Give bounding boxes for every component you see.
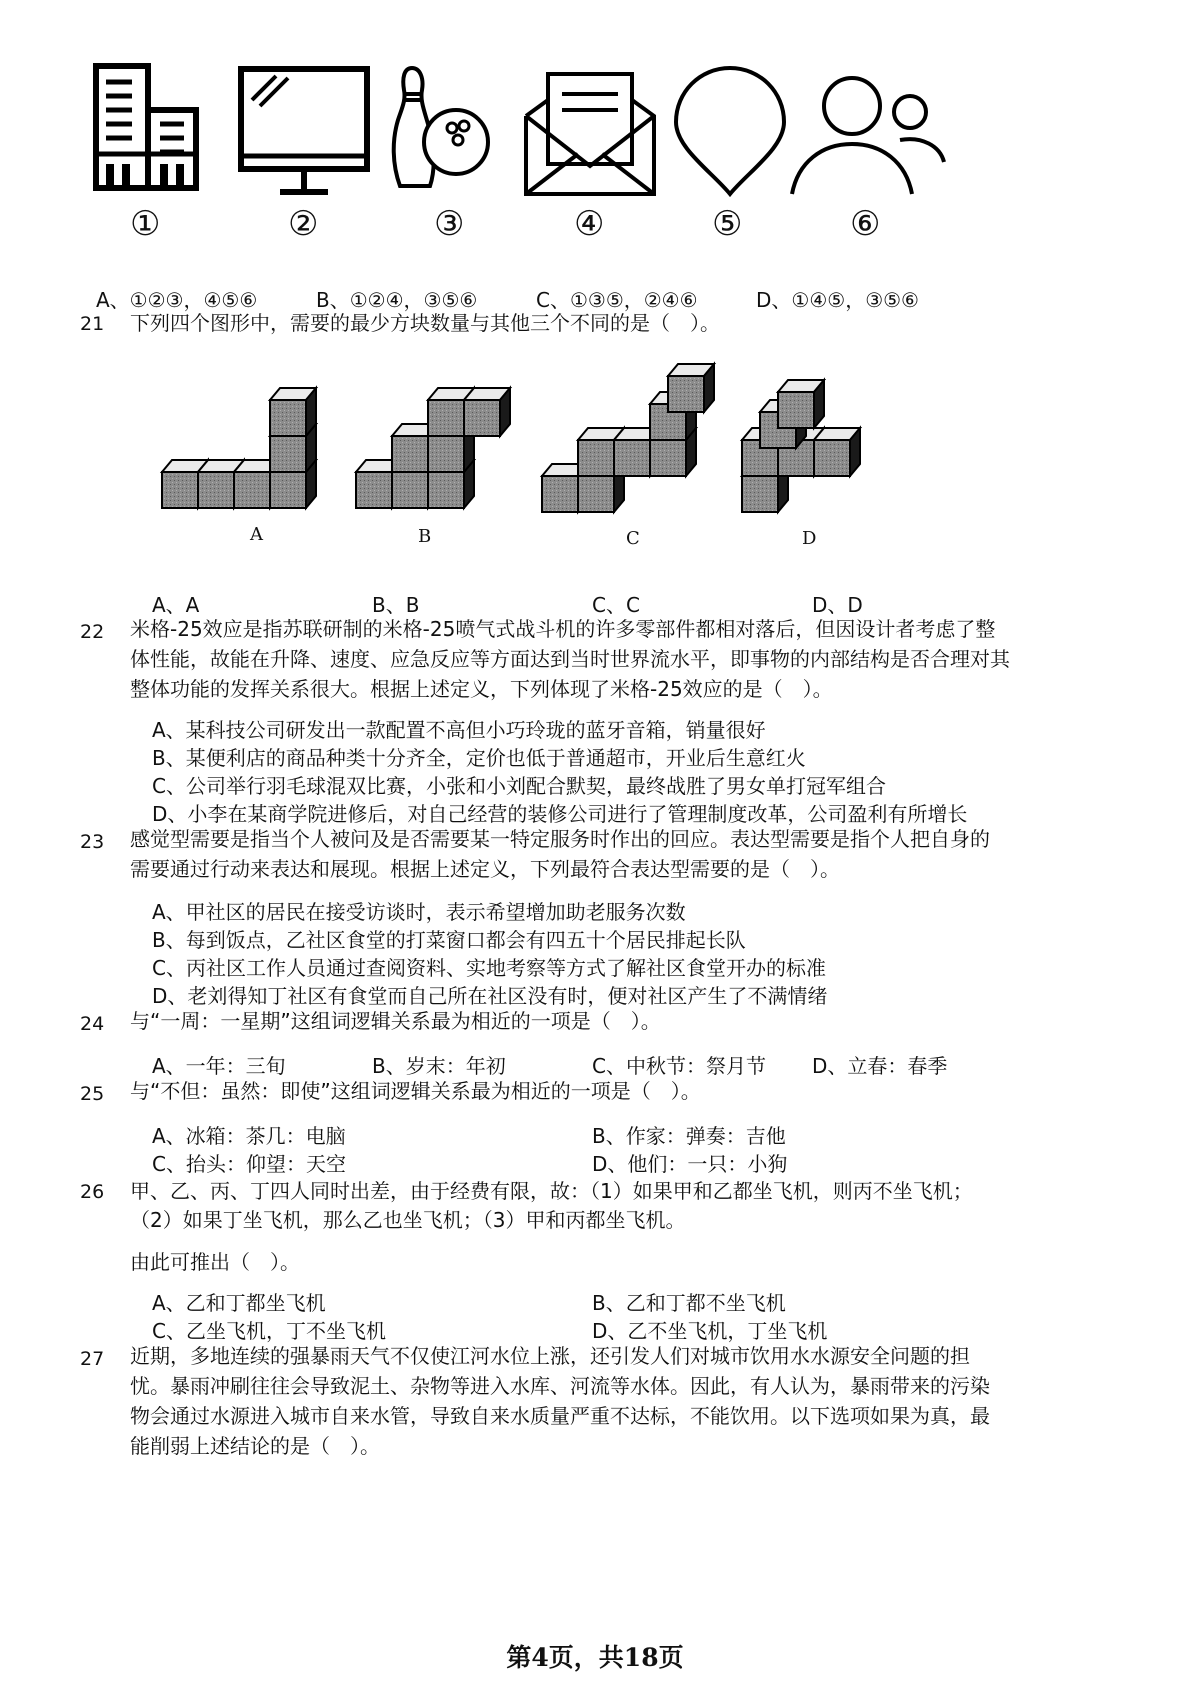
figure-label-4: ④: [574, 204, 605, 244]
monitor-icon: [238, 66, 370, 198]
option-c[interactable]: C、抬头：仰望：天空: [152, 1152, 346, 1176]
option-b[interactable]: B、①②④，③⑤⑥: [316, 288, 478, 312]
option-c[interactable]: C、中秋节：祭月节: [592, 1054, 766, 1078]
option-a[interactable]: A、甲社区的居民在接受访谈时，表示希望增加助老服务次数: [152, 900, 686, 924]
option-b[interactable]: B、每到饭点，乙社区食堂的打菜窗口都会有四五十个居民排起长队: [152, 928, 746, 952]
figure-label-5: ⑤: [712, 204, 743, 244]
question-stem: 感觉型需要是指当个人被问及是否需要某一特定服务时作出的回应。表达型需要是指个人把自身的需要通过行动来表达和展现。根据上述定义，下列最符合表达型需要的是（ ）。: [130, 827, 990, 881]
option-d[interactable]: D、①④⑤，③⑤⑥: [756, 288, 919, 312]
option-c[interactable]: C、公司举行羽毛球混双比赛，小张和小刘配合默契，最终战胜了男女单打冠军组合: [152, 774, 886, 798]
map-pin-icon: [672, 64, 788, 198]
option-b[interactable]: B、某便利店的商品种类十分齐全，定价也低于普通超市，开业后生意红火: [152, 746, 806, 770]
figure-label-b: B: [418, 526, 432, 547]
option-d[interactable]: D、老刘得知丁社区有食堂而自己所在社区没有时，便对社区产生了不满情绪: [152, 984, 828, 1008]
figure-d: [742, 380, 860, 512]
option-b[interactable]: B、B: [372, 593, 420, 617]
question-number: 25: [80, 1083, 105, 1105]
question-number: 26: [80, 1181, 105, 1203]
question-stem: 与“不但：虽然：即使”这组词逻辑关系最为相近的一项是（ ）。: [130, 1079, 701, 1103]
question-number: 22: [80, 621, 105, 643]
question-number: 21: [80, 313, 105, 335]
option-d[interactable]: D、他们：一只：小狗: [592, 1152, 788, 1176]
envelope-icon: [522, 70, 658, 198]
figure-b: [356, 388, 510, 508]
users-icon: [788, 72, 948, 196]
option-d[interactable]: D、D: [812, 593, 863, 617]
option-d[interactable]: D、乙不坐飞机，丁坐飞机: [592, 1319, 828, 1343]
figure-label-d: D: [802, 528, 817, 549]
building-icon: [92, 62, 202, 192]
question-stem: 与“一周：一星期”这组词逻辑关系最为相近的一项是（ ）。: [130, 1009, 661, 1033]
question-number: 24: [80, 1013, 105, 1035]
page-footer: 第4页，共18页: [506, 1643, 684, 1672]
question-stem: 下列四个图形中，需要的最少方块数量与其他三个不同的是（ ）。: [130, 311, 720, 335]
option-d[interactable]: D、立春：春季: [812, 1054, 948, 1078]
figure-label-3: ③: [434, 204, 465, 244]
option-b[interactable]: B、作家：弹奏：吉他: [592, 1124, 786, 1148]
figure-label-c: C: [626, 528, 640, 549]
option-c[interactable]: C、丙社区工作人员通过查阅资料、实地考察等方式了解社区食堂开办的标准: [152, 956, 826, 980]
option-d[interactable]: D、小李在某商学院进修后，对自己经营的装修公司进行了管理制度改革，公司盈利有所增长: [152, 802, 968, 826]
option-c[interactable]: C、①③⑤，②④⑥: [536, 288, 698, 312]
figure-a: [162, 388, 316, 508]
option-b[interactable]: B、乙和丁都不坐飞机: [592, 1291, 786, 1315]
question-stem: 甲、乙、丙、丁四人同时出差，由于经费有限，故：（1）如果甲和乙都坐飞机，则丙不坐飞机；: [130, 1179, 973, 1203]
question-stem-cont: （2）如果丁坐飞机，那么乙也坐飞机；（3）甲和丙都坐飞机。: [130, 1208, 686, 1232]
option-c[interactable]: C、C: [592, 593, 640, 617]
question-prompt: 由此可推出（ ）。: [130, 1250, 300, 1274]
option-a[interactable]: A、某科技公司研发出一款配置不高但小巧玲珑的蓝牙音箱，销量很好: [152, 718, 766, 742]
option-a[interactable]: A、①②③，④⑤⑥: [96, 288, 258, 312]
option-a[interactable]: A、冰箱：茶几：电脑: [152, 1124, 346, 1148]
question-number: 23: [80, 831, 105, 853]
figure-label-a: A: [250, 524, 263, 545]
option-b[interactable]: B、岁末：年初: [372, 1054, 506, 1078]
figure-label-2: ②: [288, 204, 319, 244]
question-stem: 米格-25效应是指苏联研制的米格-25喷气式战斗机的许多零部件都相对落后，但因设计者考虑了整体性能，故能在升降、速度、应急反应等方面达到当时世界流水平，即事物的内部结构是否合理对其整体功能的发挥关系很大。根据上述定义，下列体现了米格-25效应的是（ ）。: [130, 617, 1010, 701]
option-c[interactable]: C、乙坐飞机，丁不坐飞机: [152, 1319, 386, 1343]
question-number: 27: [80, 1348, 105, 1370]
figure-c: [542, 364, 714, 512]
figure-label-1: ①: [130, 204, 161, 244]
figure-label-6: ⑥: [850, 204, 881, 244]
question-stem: 近期，多地连续的强暴雨天气不仅使江河水位上涨，还引发人们对城市饮用水水源安全问题的担忧。暴雨冲刷往往会导致泥土、杂物等进入水库、河流等水体。因此，有人认为，暴雨带来的污染物会通过水源进入城市自来水管，导致自来水质量严重不达标，不能饮用。以下选项如果为真，最能削弱上述结论的是（ ）。: [130, 1344, 990, 1458]
option-a[interactable]: A、A: [152, 593, 200, 617]
option-a[interactable]: A、一年：三旬: [152, 1054, 286, 1078]
option-a[interactable]: A、乙和丁都坐飞机: [152, 1291, 326, 1315]
bowling-icon: [390, 64, 492, 192]
